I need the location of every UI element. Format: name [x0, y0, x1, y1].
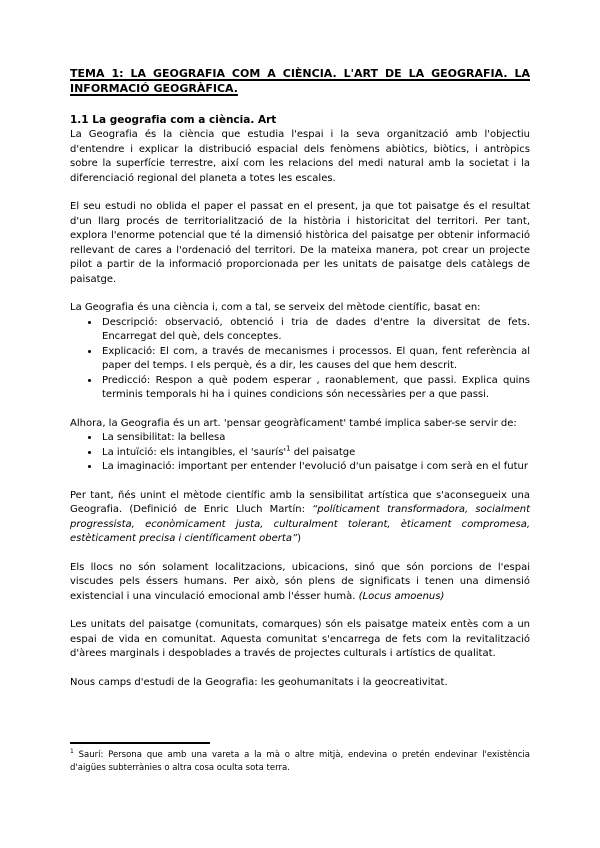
paragraph-metode-lead: La Geografia és una ciència i, com a tal, se serveix del mètode científic, basat en: — [70, 302, 481, 313]
footnote-text — [70, 749, 530, 776]
llocs-text: Els llocs no són solament localitzacions, ubicacions, sinó que són porcions de l'espai viscudes pels éssers humans. Per això, són plens de significats i tenen una dimensió existencial i una vinculació emocional amb l'ésser humà. — [70, 561, 530, 602]
paragraph-llocs — [70, 561, 530, 605]
metode-bullet-list — [70, 316, 530, 403]
art-bullet-list — [70, 431, 530, 475]
footnote-separator-rule — [70, 742, 210, 744]
list-item-sensibilitat: • La sensibilitat: la bellesa — [100, 431, 530, 446]
definicio-quote: “políticament transformadora, socialment progressista, econòmicament justa, culturalment tolerant, èticament compromesa, estèticament precisa i científicament oberta” — [70, 504, 530, 544]
paragraph-nous-camps: Nous camps d'estudi de la Geografia: les geohumanitats i la geocreativitat. — [70, 676, 448, 688]
paragraph-unitats: Les unitats del paisatge (comunitats, comarques) són els paisatge mateix entès com a un espai de vida en comunitat. Aquesta comunitat s'encarrega de fets com la revitalització d'àrees marginals i despoblades a través de projectes culturals i artístics de qualitat. — [70, 619, 530, 659]
footnote-reference-marker: 1 — [286, 444, 291, 453]
paragraph-passat: El seu estudi no oblida el paper el passat en el present, ja que tot paisatge és el resultat d'un llarg procés de territorialització de la història i historicitat del territori. Per tant, explora l'enorme potencial que té la dimensió històrica del paisatge per obtenir informació rellevant de cares a l'ordenació del territori. De la mateixa manera, pot crear un projecte pilot a partir de la informació proporcionada per les unitats de paisatge dels catàlegs de paisatge. — [70, 201, 530, 285]
section-heading-1-1: 1.1 La geografia com a ciència. Art — [70, 114, 277, 126]
definicio-lead-text: Per tant, ñés unint el mètode científic amb la sensibilitat artística que s'aconsegueix una Geografia. (Definició de Enric Lluch Martín: — [70, 489, 530, 515]
paragraph-definicio — [70, 489, 530, 547]
list-item-intuicio — [100, 446, 530, 461]
list-item-imaginacio: • La imaginació: important per entender l'evolució d'un paisatge i com serà en el futur — [100, 460, 530, 475]
paragraph-art-lead: Alhora, la Geografia és un art. 'pensar geogràficament' també implica saber-se servir de: — [70, 417, 517, 429]
list-item-explicacio: • Explicació: El com, a través de mecanismes i processos. El quan, fent referència al paper del temps. I els perquè, és a dir, les causes del que hem descrit. — [100, 345, 530, 374]
intuicio-text: La intuïció: els intangibles, el 'saurís' — [102, 446, 287, 458]
paragraph-intro: La Geografia és la ciència que estudia l'espai i la seva organització amb l'objectiu d'entendre i explicar la distribució espacial dels fenòmens abiòtics, biòtics, i antròpics sobre la superfície terrestre, així com les relacions del medi natural amb la societat i la diferenciació regional del planeta a totes les escales. — [70, 129, 530, 184]
list-item-descripcio: • Descripció: observació, obtenció i tria de dades d'entre la diversitat de fets. Encarregat del què, dels conceptes. — [100, 316, 530, 345]
footnote-definition: Saurí: Persona que amb una vareta a la mà o altre mitjà, endevina o pretén endevinar l'existència d'aigües subterrànies o altra cosa oculta sota terra. — [70, 749, 530, 773]
document-title: TEMA 1: LA GEOGRAFIA COM A CIÈNCIA. L'ART DE LA GEOGRAFIA. LA INFORMACIÓ GEOGRÀFICA. — [70, 67, 530, 95]
footnote-number: 1 — [70, 747, 74, 755]
definicio-close-paren: ) — [297, 533, 302, 544]
locus-amoenus-note: (Locus amoenus) — [358, 590, 445, 602]
list-item-prediccio: • Predicció: Respon a què podem esperar , raonablement, que passi. Explica quins terminis temporals hi ha i quines condicions són necessàries per a que passi. — [100, 374, 530, 403]
footnote-area — [70, 742, 530, 776]
intuicio-text-tail: del paisatge — [290, 446, 356, 458]
